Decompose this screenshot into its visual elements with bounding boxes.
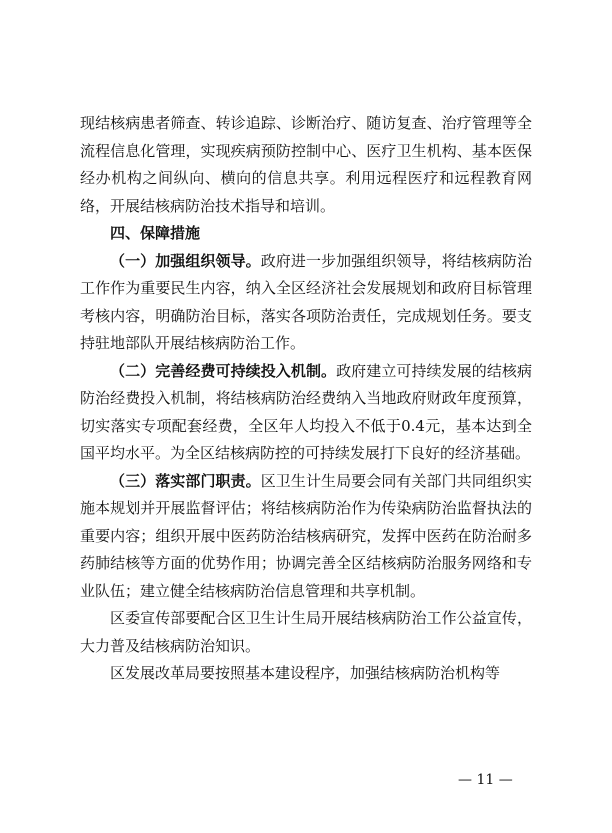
measure-responsibilities-body: 区卫生计生局要会同有关部门共同组织实施本规划并开展监督评估；将结核病防治作为传染病防治监督执法的重要内容；组织开展中医药防治结核病研究，发挥中医药在防治耐多药肺结核等方面的优势作用；协调完善全区结核病防治服务网络和专业队伍；建立健全结核病防治信息管理和共享机制。 [80,471,532,600]
measure-funding-lead: （二）完善经费可持续投入机制。 [110,361,337,380]
measure-responsibilities [80,468,532,606]
measure-organization-body: 政府进一步加强组织领导，将结核病防治工作作为重要民生内容，纳入全区经济社会发展规划和政府目标管理考核内容，明确防治目标，落实各项防治责任，完成规划任务。要支持驻地部队开展结核病防治工作。 [80,251,532,352]
measure-funding [80,358,532,468]
measure-organization [80,248,532,358]
paragraph-propaganda-dept: 区委宣传部要配合区卫生计生局开展结核病防治工作公益宣传，大力普及结核病防治知识。 [80,609,532,655]
measure-organization-lead: （一）加强组织领导。 [110,251,261,270]
measure-responsibilities-lead: （三）落实部门职责。 [110,471,261,490]
section-heading: 四、保障措施 [110,224,201,242]
body-text [80,110,532,688]
paragraph-development-dept: 区发展改革局要按照基本建设程序，加强结核病防治机构等 [110,664,501,682]
paragraph-continued: 现结核病患者筛查、转诊追踪、诊断治疗、随访复查、治疗管理等全流程信息化管理，实现疾病预防控制中心、医疗卫生机构、基本医保经办机构之间纵向、横向的信息共享。利用远程医疗和远程教育网络，开展结核病防治技术指导和培训。 [80,114,532,215]
measure-funding-body: 政府建立可持续发展的结核病防治经费投入机制，将结核病防治经费纳入当地政府财政年度预算，切实落实专项配套经费，全区年人均投入不低于0.4元，基本达到全国平均水平。为全区结核病防控的可持续发展打下良好的经济基础。 [80,361,532,462]
page-number: — 11 — [458,772,513,788]
